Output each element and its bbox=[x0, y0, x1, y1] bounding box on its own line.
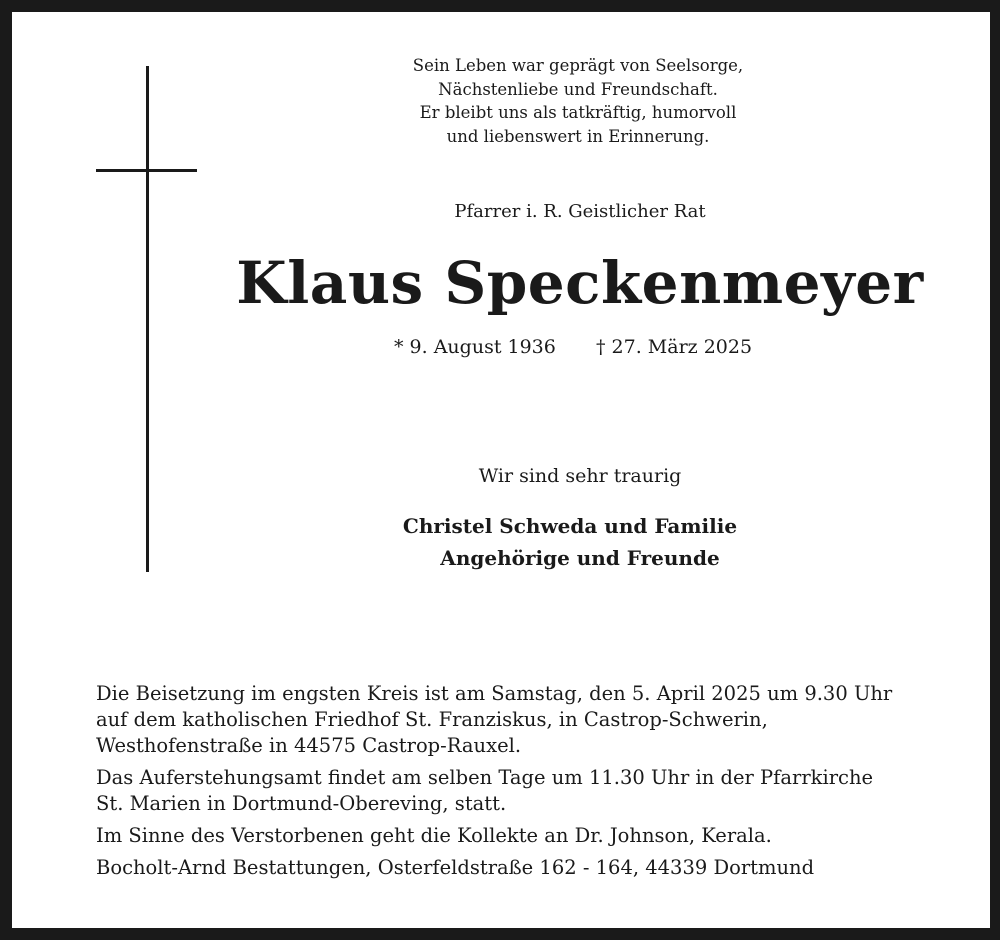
funeral-details bbox=[96, 675, 926, 887]
deceased-title: Pfarrer i. R. Geistlicher Rat bbox=[454, 201, 706, 222]
mourner-line: Christel Schweda und Familie bbox=[402, 514, 738, 538]
mourners bbox=[330, 510, 810, 574]
motto-line: Sein Leben war geprägt von Seelsorge, bbox=[412, 56, 744, 75]
burial-line: Die Beisetzung im engsten Kreis ist am Samstag, den 5. April 2025 um 9.30 Uhr bbox=[96, 682, 893, 705]
motto-line: und liebenswert in Erinnerung. bbox=[446, 126, 710, 146]
birth-date: * 9. August 1936 bbox=[394, 336, 556, 358]
deceased-name: Klaus Speckenmeyer bbox=[236, 249, 924, 317]
burial-line: auf dem katholischen Friedhof St. Franziskus, in Castrop-Schwerin, bbox=[96, 708, 768, 731]
motto bbox=[328, 54, 828, 148]
mourning-intro: Wir sind sehr traurig bbox=[478, 465, 682, 487]
motto-line: Er bleibt uns als tatkräftig, humorvoll bbox=[419, 103, 737, 122]
burial-line: Westhofenstraße in 44575 Castrop-Rauxel. bbox=[96, 734, 522, 757]
mass-line: St. Marien in Dortmund-Obereving, statt. bbox=[96, 792, 507, 815]
death-date: † 27. März 2025 bbox=[596, 336, 753, 358]
undertaker-info: Bocholt-Arnd Bestattungen, Osterfeldstraße 162 - 164, 44339 Dortmund bbox=[96, 856, 815, 879]
cross-icon-horizontal-bar bbox=[96, 169, 197, 172]
mass-line: Das Auferstehungsamt findet am selben Tage um 11.30 Uhr in der Pfarrkirche bbox=[96, 766, 874, 789]
mourner-line: Angehörige und Freunde bbox=[440, 546, 720, 570]
collection-info: Im Sinne des Verstorbenen geht die Kollekte an Dr. Johnson, Kerala. bbox=[96, 824, 772, 847]
motto-line: Nächstenliebe und Freundschaft. bbox=[438, 79, 718, 99]
cross-icon-vertical-bar bbox=[146, 66, 149, 572]
